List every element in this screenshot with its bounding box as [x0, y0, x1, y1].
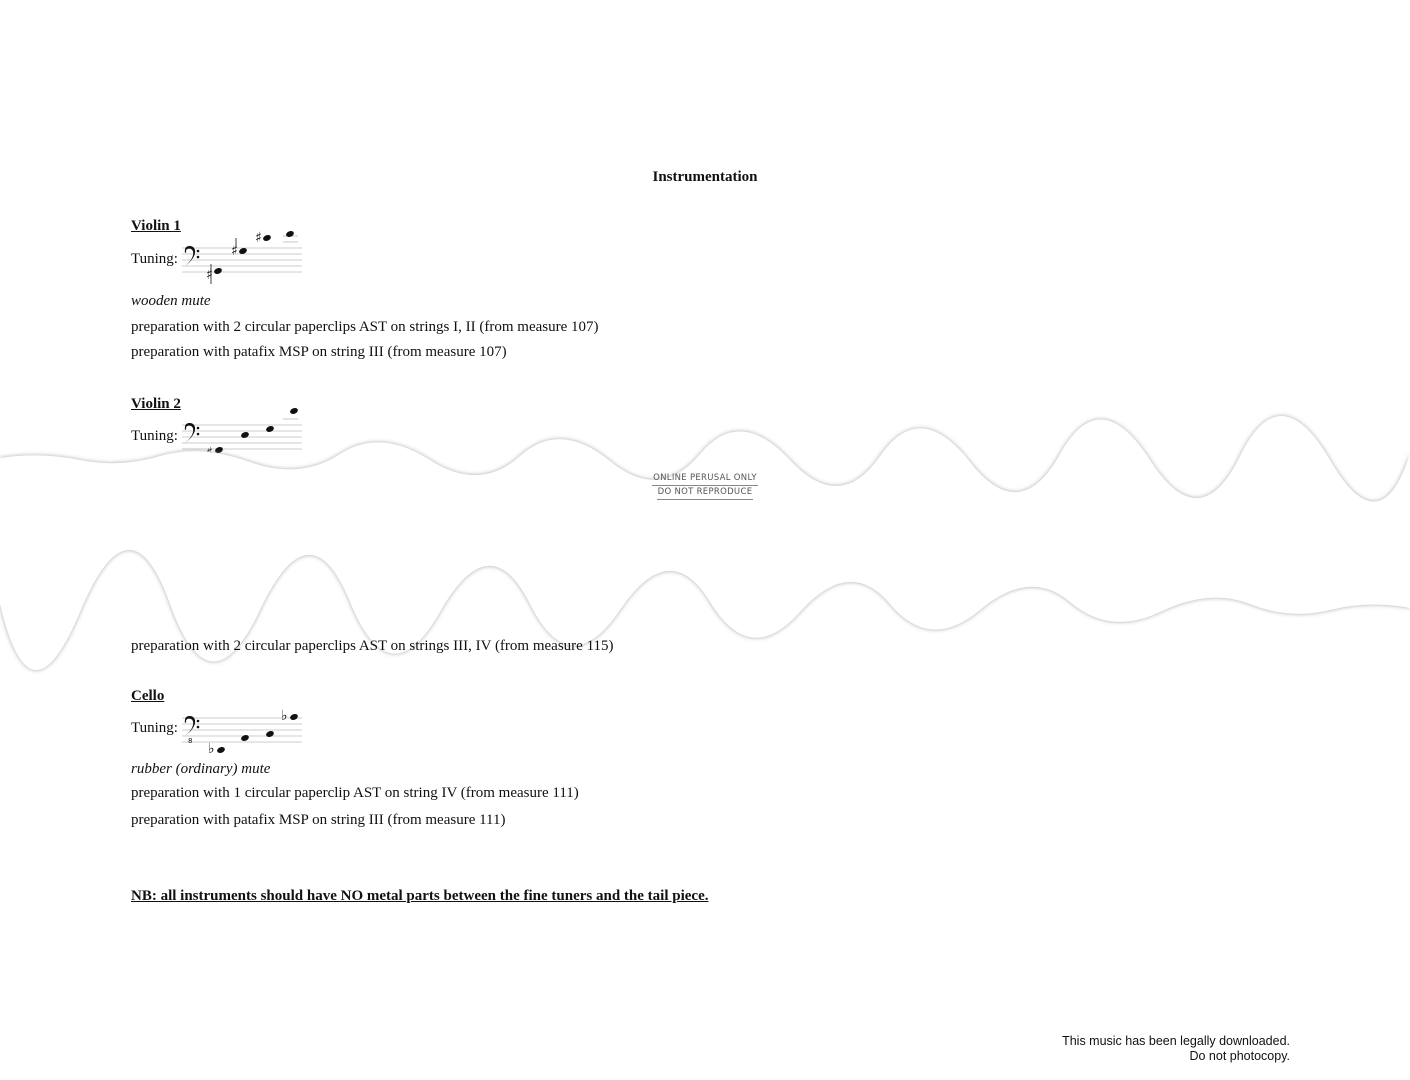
violin2-heading: Violin 2 [131, 396, 181, 412]
cello-heading: Cello [131, 688, 165, 704]
violin1-tuning-label: Tuning: [131, 251, 178, 267]
legal-notice [1062, 1034, 1290, 1064]
cello-mute: rubber (ordinary) mute [131, 761, 271, 777]
bass-clef-icon [185, 423, 200, 443]
violin2-preparation-1: preparation with 2 circular paperclips AST on strings III, IV (from measure 115) [131, 638, 614, 654]
page-title: Instrumentation [652, 169, 758, 185]
svg-text:♭: ♭ [281, 708, 288, 724]
legal-line-1: This music has been legally downloaded. [1062, 1034, 1290, 1048]
bass-clef-icon [185, 246, 200, 266]
cello-preparation-1: preparation with 1 circular paperclip AST on string IV (from measure 111) [131, 785, 579, 801]
violin1-preparation-2: preparation with patafix MSP on string III (from measure 107) [131, 344, 507, 360]
violin1-heading: Violin 1 [131, 218, 181, 234]
watermark-line-2: DO NOT REPRODUCE [657, 486, 754, 500]
nb-note: NB: all instruments should have NO metal parts between the fine tuners and the tail piece. [131, 888, 709, 904]
legal-line-2: Do not photocopy. [1189, 1049, 1290, 1063]
bass-clef-icon [185, 716, 200, 736]
cello-preparation-2: preparation with patafix MSP on string III (from measure 111) [131, 812, 506, 828]
svg-text:♯: ♯ [206, 267, 213, 283]
perusal-watermark [0, 472, 1410, 500]
violin1-preparation-1: preparation with 2 circular paperclips AST on strings I, II (from measure 107) [131, 319, 599, 335]
violin1-mute: wooden mute [131, 293, 211, 309]
svg-text:♯: ♯ [255, 230, 262, 246]
cello-tuning-label: Tuning: [131, 720, 178, 736]
svg-text:♯: ♯ [231, 243, 238, 259]
clef-octave-mark: 8 [188, 737, 193, 745]
watermark-line-1: ONLINE PERUSAL ONLY [652, 472, 758, 486]
svg-text:♭: ♭ [208, 741, 215, 757]
violin2-tuning-label: Tuning: [131, 428, 178, 444]
cello-tuning-staff [182, 696, 304, 756]
violin1-tuning-staff [182, 226, 304, 290]
